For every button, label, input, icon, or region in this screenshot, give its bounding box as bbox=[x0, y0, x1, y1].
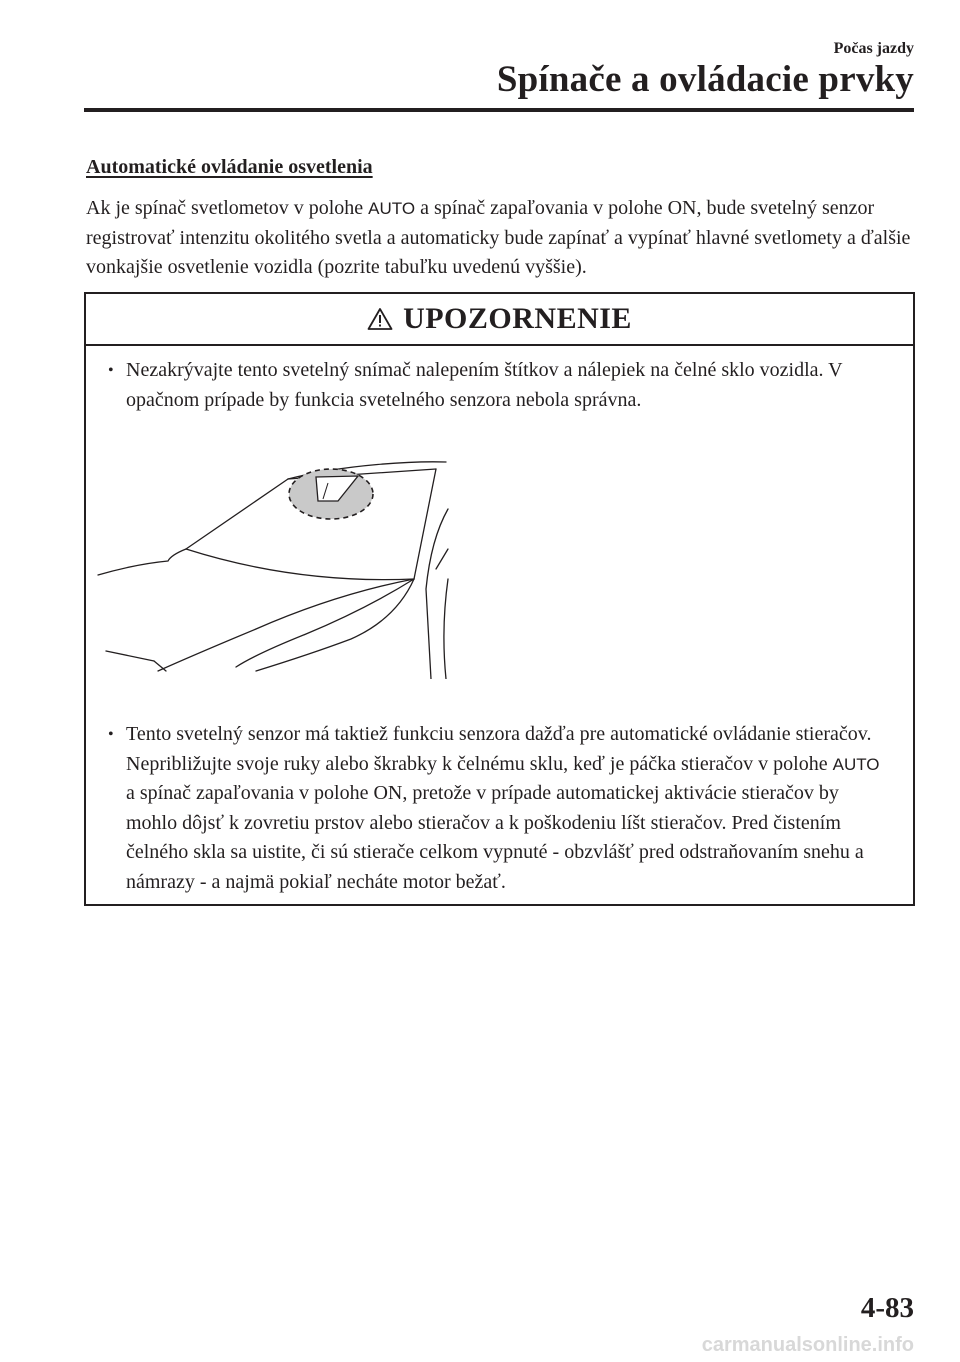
bullet2-text-end: a spínač zapaľovania v polohe ON, pretože v prípade automatickej aktivácie stieračov by mohlo dôjsť k zovretiu prstov alebo stieračov a k poškodeniu líšt stieračov. Pred čistením čelného skla sa uistite, či sú stierače celkom vypnuté - obzvlášť pred odstraňovaním snehu a námrazy - a najmä pokiaľ necháte motor bežať. bbox=[126, 782, 864, 893]
page-number: 4-83 bbox=[860, 1292, 914, 1324]
bullet-symbol: • bbox=[108, 726, 114, 743]
warning-triangle-icon bbox=[367, 307, 393, 331]
section-heading: Automatické ovládanie osvetlenia bbox=[86, 156, 373, 178]
caution-bullet-text: Nezakrývajte tento svetelný snímač nalepením štítkov a nálepiek na čelné sklo vozidla. V opačnom prípade by funkcia svetelného senzora nebola správna. bbox=[126, 359, 843, 411]
caution-bullet-item bbox=[108, 356, 888, 415]
caution-header bbox=[86, 294, 913, 346]
auto-position-label: AUTO bbox=[832, 754, 880, 774]
header-divider bbox=[84, 108, 914, 112]
bullet2-text-start: Tento svetelný senzor má taktiež funkciu senzora dažďa pre automatické ovládanie stieračov. Nepribližujte svoje ruky alebo škrabky k čelnému sklu, keď je páčka stieračov v polohe bbox=[126, 723, 872, 775]
windshield-sensor-illustration bbox=[96, 439, 466, 679]
caution-title: UPOZORNENIE bbox=[403, 302, 632, 335]
intro-text-end: a spínač zapaľovania v polohe ON, bude svetelný senzor registrovať intenzitu okolitého svetla a automaticky bude zapínať a vypínať hlavné svetlomety a ďalšie vonkajšie osvetlenie vozidla (pozrite tabuľku uvedenú vyššie). bbox=[86, 197, 911, 278]
page-title: Spínače a ovládacie prvky bbox=[496, 59, 914, 100]
intro-text-start: Ak je spínač svetlometov v polohe bbox=[86, 197, 369, 219]
caution-bullet-item bbox=[108, 720, 888, 897]
watermark: carmanualsonline.info bbox=[701, 1334, 914, 1356]
caution-box bbox=[84, 292, 915, 906]
bullet-symbol: • bbox=[108, 362, 114, 379]
chapter-name: Počas jazdy bbox=[833, 40, 914, 57]
intro-paragraph bbox=[86, 194, 916, 283]
auto-position-label: AUTO bbox=[368, 199, 416, 218]
caution-bullet-text bbox=[126, 720, 888, 897]
